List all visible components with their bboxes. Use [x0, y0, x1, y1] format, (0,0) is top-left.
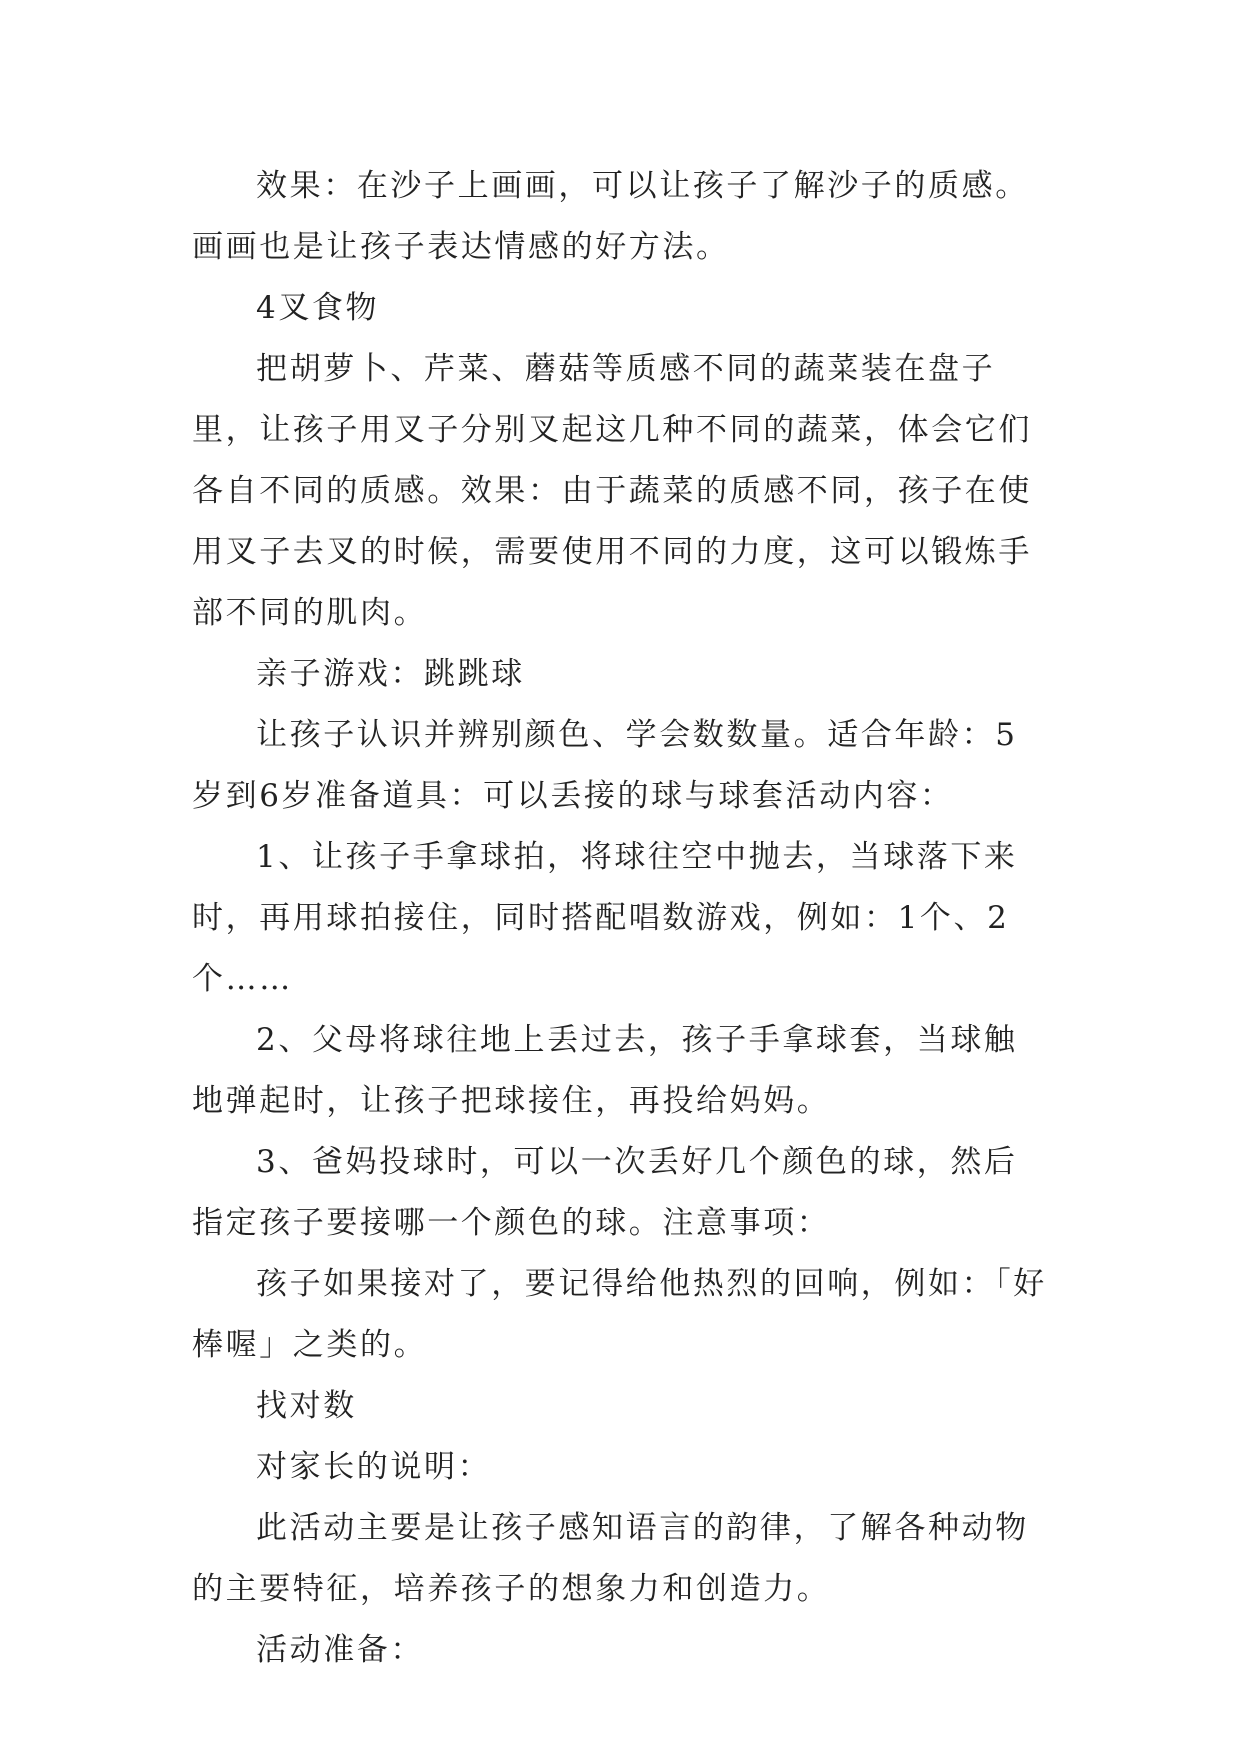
heading-fork-food: 4叉食物	[256, 290, 380, 326]
paragraph-activity-purpose: 此活动主要是让孩子感知语言的韵律，了解各种动物的主要特征，培养孩子的想象力和创造力。	[192, 1510, 1029, 1607]
heading-find-pairs: 找对数	[256, 1388, 357, 1424]
paragraph-ball-goals: 让孩子认识并辨别颜色、学会数数量。适合年龄：5岁到6岁准备道具：可以丢接的球与球套活动内容：	[192, 717, 1018, 814]
paragraph-fork-food: 把胡萝卜、芹菜、蘑菇等质感不同的蔬菜装在盘子里，让孩子用叉子分别叉起这几种不同的蔬菜，体会它们各自不同的质感。效果：由于蔬菜的质感不同，孩子在使用叉子去叉的时候，需要使用不同的力度，这可以锻炼手部不同的肌肉。	[192, 351, 1032, 631]
paragraph-notes: 孩子如果接对了，要记得给他热烈的回响，例如：「好棒喔」之类的。	[192, 1266, 1047, 1363]
document-body	[192, 156, 1050, 1681]
paragraph-step-1: 1、让孩子手拿球拍，将球往空中抛去，当球落下来时，再用球拍接住，同时搭配唱数游戏，例如：1个、2个……	[192, 839, 1018, 997]
paragraph-step-3: 3、爸妈投球时，可以一次丢好几个颜色的球，然后指定孩子要接哪一个颜色的球。注意事项：	[192, 1144, 1018, 1241]
heading-bouncing-ball: 亲子游戏：跳跳球	[256, 656, 525, 692]
heading-activity-prep: 活动准备：	[256, 1632, 424, 1668]
paragraph-sand-drawing-effect: 效果：在沙子上画画，可以让孩子了解沙子的质感。画画也是让孩子表达情感的好方法。	[192, 168, 1029, 265]
heading-parent-notes: 对家长的说明：	[256, 1449, 492, 1485]
paragraph-step-2: 2、父母将球往地上丢过去，孩子手拿球套，当球触地弹起时，让孩子把球接住，再投给妈妈。	[192, 1022, 1018, 1119]
